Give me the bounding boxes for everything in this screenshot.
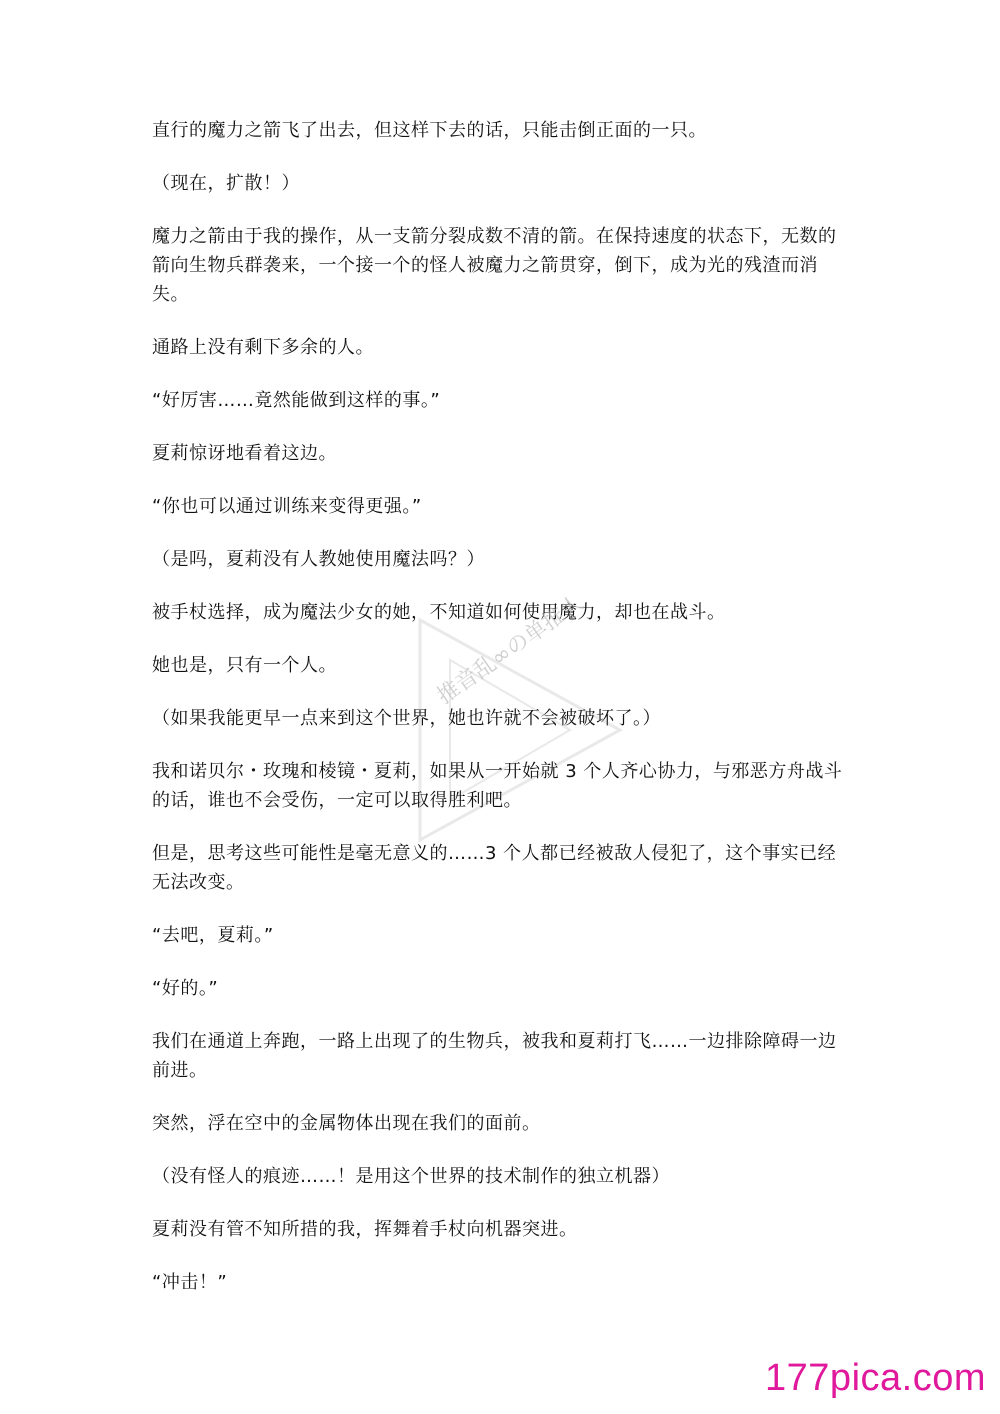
paragraph-16: 我们在通道上奔跑，一路上出现了的生物兵，被我和夏莉打飞……一边排除障碍一边前进。 xyxy=(152,1031,837,1081)
paragraph-6: 夏莉惊讶地看着这边。 xyxy=(152,443,337,464)
site-watermark: 177pica.com xyxy=(765,1357,986,1399)
paragraph-4: 通路上没有剩下多余的人。 xyxy=(152,337,374,358)
paragraph-19: 夏莉没有管不知所措的我，挥舞着手杖向机器突进。 xyxy=(152,1219,578,1240)
paragraph-17: 突然，浮在空中的金属物体出现在我们的面前。 xyxy=(152,1113,541,1134)
paragraph-1: 直行的魔力之箭飞了出去，但这样下去的话，只能击倒正面的一只。 xyxy=(152,120,707,141)
paragraph-12: 我和诺贝尔・玫瑰和棱镜・夏莉，如果从一开始就 3 个人齐心协力，与邪恶方舟战斗的话，谁也不会受伤，一定可以取得胜利吧。 xyxy=(152,761,843,811)
paragraph-3: 魔力之箭由于我的操作，从一支箭分裂成数不清的箭。在保持速度的状态下，无数的箭向生物兵群袭来，一个接一个的怪人被魔力之箭贯穿，倒下，成为光的残渣而消失。 xyxy=(152,226,837,305)
paragraph-5: “好厉害……竟然能做到这样的事。” xyxy=(152,390,441,411)
paragraph-8: （是吗，夏莉没有人教她使用魔法吗？） xyxy=(152,549,485,570)
paragraph-20: “冲击！” xyxy=(152,1272,228,1293)
paragraph-13: 但是，思考这些可能性是毫无意义的……3 个人都已经被敌人侵犯了，这个事实已经无法改变。 xyxy=(152,843,837,893)
watermark-text: 推音乱∞の单推人 xyxy=(432,590,589,710)
paragraph-14: “去吧，夏莉。” xyxy=(152,925,274,946)
paragraph-2: （现在，扩散！） xyxy=(152,173,300,194)
paragraph-15: “好的。” xyxy=(152,978,219,999)
paragraph-10: 她也是，只有一个人。 xyxy=(152,655,337,676)
paragraph-9: 被手杖选择，成为魔法少女的她，不知道如何使用魔力，却也在战斗。 xyxy=(152,602,726,623)
paragraph-11: （如果我能更早一点来到这个世界，她也许就不会被破坏了。） xyxy=(152,708,661,729)
paragraph-7: “你也可以通过训练来变得更强。” xyxy=(152,496,422,517)
paragraph-18: （没有怪人的痕迹……！是用这个世界的技术制作的独立机器） xyxy=(152,1166,670,1187)
